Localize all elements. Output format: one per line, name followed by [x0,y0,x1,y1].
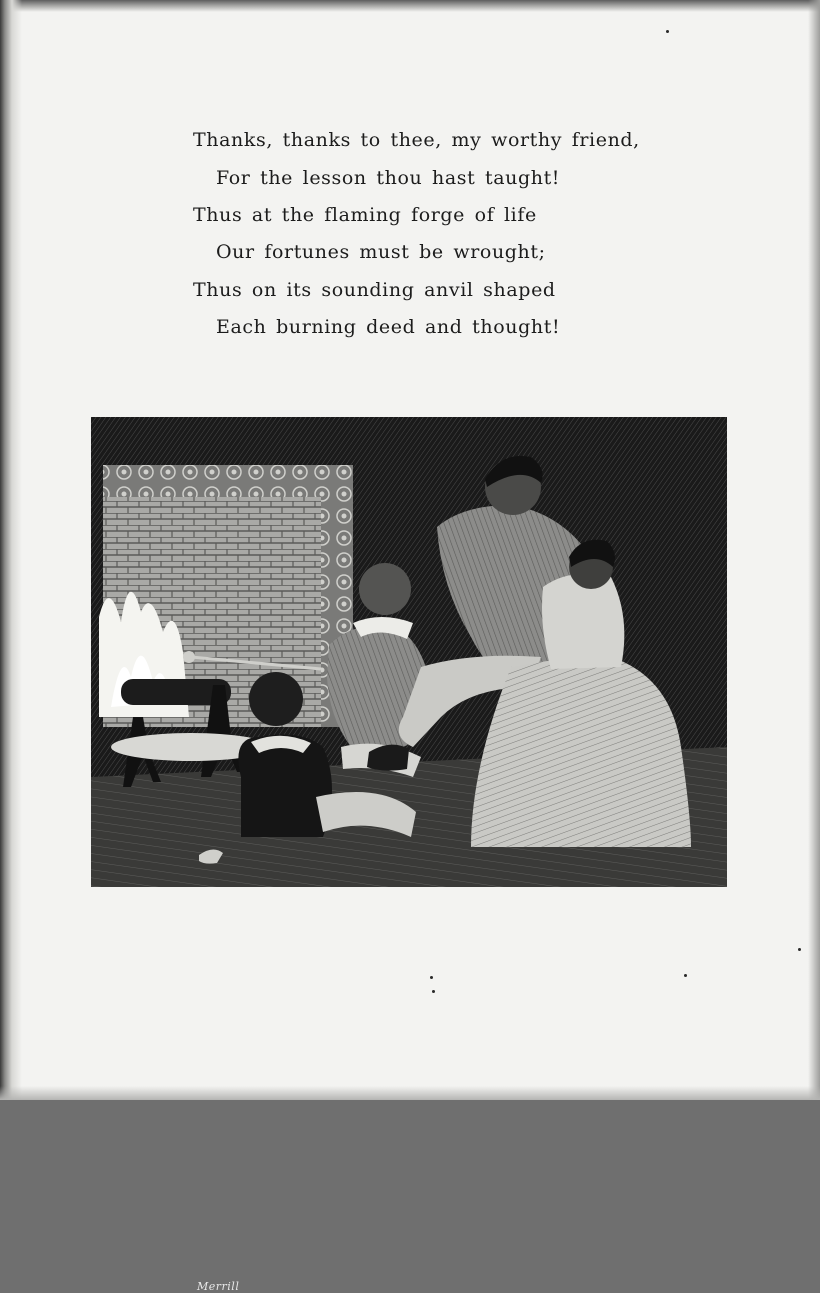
poem-line: Each burning deed and thought! [216,316,561,338]
paper-speck [666,30,669,33]
fork-boy-head [359,563,411,615]
fireside-engraving [91,417,727,1293]
paper-speck [684,974,687,977]
toast-bread [183,651,195,663]
seated-boy-body [238,735,332,837]
poem-line: Thus at the flaming forge of life [193,204,537,226]
paper-speck [798,948,801,951]
poem-line: Thanks, thanks to thee, my worthy friend, [193,129,640,151]
paper-speck [432,990,435,993]
seated-boy-head [249,672,303,726]
page-bottom-edge [0,1086,820,1100]
mother-bodice [542,574,624,669]
mantel-tile-border [103,465,353,497]
paper-speck [430,976,433,979]
poem-line: For the lesson thou hast taught! [216,167,561,189]
poem-line: Thus on its sounding anvil shaped [193,279,556,301]
artist-signature: Merrill [197,1280,240,1293]
poem-stanza [0,0,820,360]
poem-line: Our fortunes must be wrought; [216,241,546,263]
